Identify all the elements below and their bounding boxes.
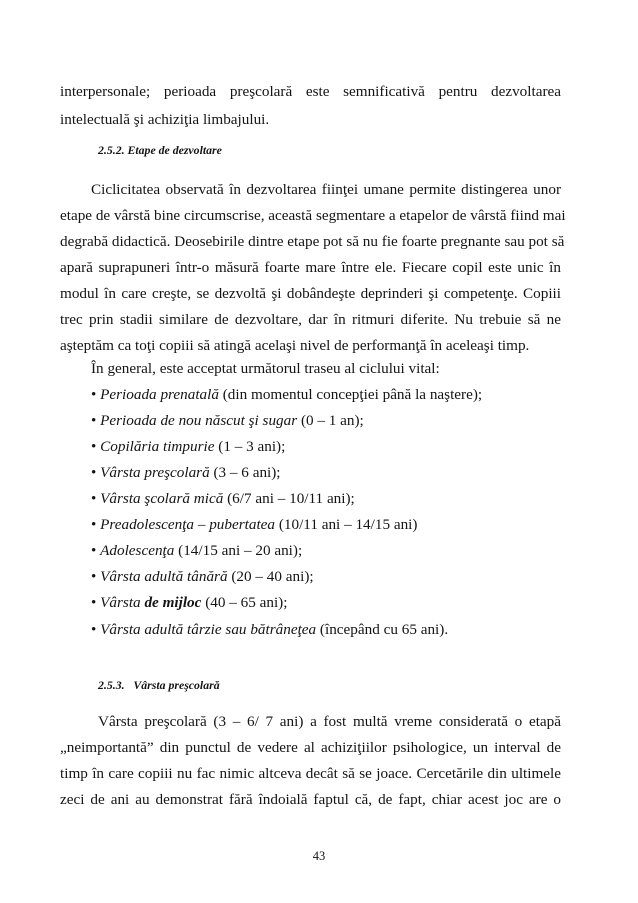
list-item bbox=[91, 463, 561, 483]
paragraph-line: „neimportantă” din punctul de vedere al achiziţiilor psihologice, un interval de bbox=[60, 739, 561, 756]
section-number: 2.5.2. bbox=[98, 143, 125, 157]
bullet-mark: • bbox=[91, 542, 97, 559]
page-number: 43 bbox=[312, 849, 326, 863]
stage-range: (6/7 ani – 10/11 ani); bbox=[223, 490, 355, 507]
list-item bbox=[91, 620, 561, 640]
stage-name: Vârsta adultă târzie sau bătrâneţea bbox=[100, 621, 317, 638]
stage-range: (începând cu 65 ani). bbox=[316, 621, 449, 638]
bullet-mark: • bbox=[91, 412, 97, 429]
text-line: intelectuală şi achiziţia limbajului. bbox=[60, 111, 270, 128]
paragraph-line: apară suprapuneri într-o măsură foarte mare între ele. Fiecare copil este unic în bbox=[60, 259, 561, 276]
bullet-mark: • bbox=[91, 568, 97, 585]
list-item bbox=[91, 567, 561, 587]
paragraph-line: Ciclicitatea observată în dezvoltarea fiinţei umane permite distingerea unor bbox=[91, 181, 561, 198]
section-title: Etape de dezvoltare bbox=[127, 143, 222, 157]
stage-range: (din momentul concepţiei până la naştere); bbox=[218, 386, 483, 403]
paragraph-line: trec prin stadii similare de dezvoltare, dar în ritmuri diferite. Nu trebuie să ne bbox=[60, 311, 561, 328]
stage-name-bold: de mijloc bbox=[140, 594, 202, 611]
stage-range: (14/15 ani – 20 ani); bbox=[174, 542, 303, 559]
stage-range: (0 – 1 an); bbox=[297, 412, 364, 429]
stage-name: Vârsta adultă tânără bbox=[100, 568, 228, 585]
stage-name: Vârsta bbox=[100, 594, 141, 611]
list-intro: În general, este acceptat următorul traseu al ciclului vital: bbox=[91, 360, 440, 377]
paragraph-line: Vârsta preşcolară (3 – 6/ 7 ani) a fost multă vreme considerată o etapă bbox=[98, 713, 561, 730]
stage-name: Perioada de nou născut şi sugar bbox=[100, 412, 298, 429]
section-number: 2.5.3. bbox=[98, 678, 125, 692]
stage-name: Preadolescenţa – pubertatea bbox=[100, 516, 276, 533]
list-item bbox=[91, 515, 561, 535]
bullet-mark: • bbox=[91, 386, 97, 403]
list-item bbox=[91, 437, 561, 457]
stage-range: (40 – 65 ani); bbox=[201, 594, 288, 611]
paragraph-line: timp în care copiii nu fac nimic altceva decât să se joace. Cercetările din ultimele bbox=[60, 765, 561, 782]
stage-name: Copilăria timpurie bbox=[100, 438, 215, 455]
stage-range: (3 – 6 ani); bbox=[209, 464, 281, 481]
list-item bbox=[91, 385, 561, 405]
stage-range: (10/11 ani – 14/15 ani) bbox=[275, 516, 418, 533]
list-item bbox=[91, 411, 561, 431]
bullet-mark: • bbox=[91, 594, 97, 611]
paragraph-line: etape de vârstă bine circumscrise, această segmentare a etapelor de vârstă fiind mai bbox=[60, 207, 566, 224]
section-title: Vârsta preşcolară bbox=[133, 678, 220, 692]
bullet-mark: • bbox=[91, 516, 97, 533]
stage-name: Vârsta şcolară mică bbox=[100, 490, 224, 507]
paragraph-line: degrabă didactică. Deosebirile dintre etape pot să nu fie foarte pregnante sau pot să bbox=[60, 233, 565, 250]
paragraph-line: aşteptăm ca toţi copiii să atingă acelaşi nivel de performanţă în aceleaşi timp. bbox=[60, 337, 530, 354]
list-item bbox=[91, 541, 561, 561]
bullet-mark: • bbox=[91, 621, 97, 638]
section-heading-2-5-3 bbox=[98, 675, 398, 695]
stage-name: Adolescenţa bbox=[100, 542, 175, 559]
bullet-mark: • bbox=[91, 438, 97, 455]
section-heading-2-5-2 bbox=[98, 140, 398, 160]
list-item bbox=[91, 593, 561, 613]
stage-name: Perioada prenatală bbox=[100, 386, 219, 403]
stage-name: Vârsta preşcolară bbox=[100, 464, 210, 481]
text-line: interpersonale; perioada preşcolară este semnificativă pentru dezvoltarea bbox=[60, 83, 561, 100]
bullet-mark: • bbox=[91, 490, 97, 507]
stage-range: (20 – 40 ani); bbox=[227, 568, 314, 585]
list-item bbox=[91, 489, 561, 509]
paragraph-line: modul în care creşte, se dezvoltă şi dobândeşte deprinderi şi competenţe. Copiii bbox=[60, 285, 561, 302]
bullet-mark: • bbox=[91, 464, 97, 481]
stage-range: (1 – 3 ani); bbox=[214, 438, 286, 455]
paragraph-line: zeci de ani au demonstrat fără îndoială faptul că, de fapt, chiar acest joc are o bbox=[60, 791, 561, 808]
